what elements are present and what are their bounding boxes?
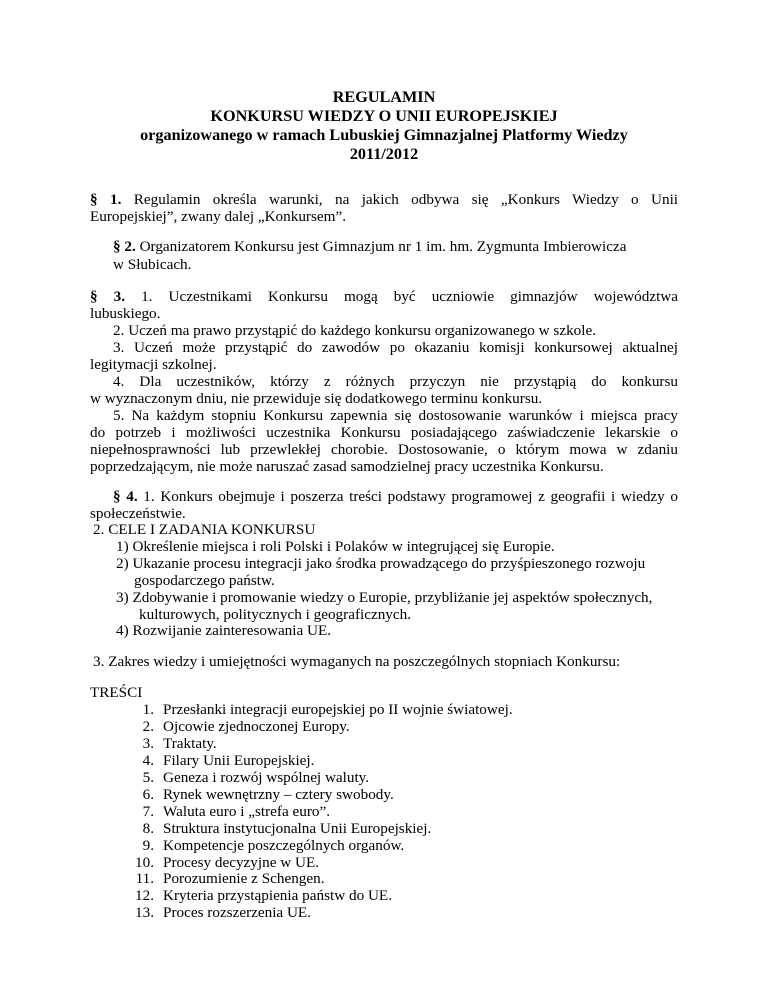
section-4-p1-text: 1. Konkurs obejmuje i poszerza treści podstawy programowej z geografii i wiedzy o (143, 488, 678, 505)
list-item-number: 13. (135, 904, 154, 921)
list-item: Traktaty. (163, 735, 217, 752)
list-item-number: 3. (142, 735, 154, 752)
list-item: Kryteria przystąpienia państw do UE. (163, 887, 393, 904)
section-3-p5-line-1: 5. Na każdym stopniu Konkursu zapewnia się dostosowanie warunków i miejsca pracy (113, 407, 678, 424)
section-3-p5-line-3: niepełnosprawności lub przewlekłej chorobie. Dostosowanie, o którym mowa w zdaniu (90, 441, 678, 458)
section-1-line-1 (90, 191, 678, 208)
list-item-number: 7. (142, 803, 154, 820)
section-4-p1-text-2: społeczeństwie. (90, 505, 186, 522)
section-3-p1-text-2: lubuskiego. (90, 305, 161, 322)
list-item-number: 4. (142, 752, 154, 769)
list-item: Waluta euro i „strefa euro”. (163, 803, 331, 820)
section-3-p4-line-2: w wyznaczonym dniu, nie przewiduje się dodatkowego terminu konkursu. (90, 390, 543, 407)
section-3-p4-line-1: 4. Dla uczestników, którzy z różnych przyczyn nie przystąpią do konkursu (113, 373, 678, 390)
list-item-number: 8. (142, 820, 154, 837)
list-item: Procesy decyzyjne w UE. (163, 854, 320, 871)
goal-2-line-1: 2) Ukazanie procesu integracji jako środka prowadzącego do przyśpieszonego rozwoju (116, 555, 646, 572)
list-item: Kompetencje poszczególnych organów. (163, 837, 405, 854)
doc-year: 2011/2012 (349, 145, 419, 163)
section-4-mark: § 4. (113, 488, 138, 505)
section-1-mark: § 1. (90, 191, 122, 208)
list-item: Ojcowie zjednoczonej Europy. (163, 718, 350, 735)
list-item: Rynek wewnętrzny – cztery swobody. (163, 786, 394, 803)
section-3-p2: 2. Uczeń ma prawo przystąpić do każdego konkursu organizowanego w szkole. (113, 322, 597, 339)
list-item-number: 6. (142, 786, 154, 803)
section-2-line-1 (113, 238, 626, 255)
goal-3-line-2: kulturowych, politycznych i geograficznych. (139, 606, 412, 623)
section-3-p5-line-2: do potrzeb i możliwości uczestnika Konkursu posiadającego zaświadczenie lekarskie o (90, 424, 678, 441)
scope-line: 3. Zakres wiedzy i umiejętności wymaganych na poszczególnych stopniach Konkursu: (93, 653, 621, 670)
list-item: Porozumienie z Schengen. (163, 870, 325, 887)
section-2-text-2: w Słubicach. (113, 256, 192, 273)
list-item-number: 5. (142, 769, 154, 786)
section-1-text-1: Regulamin określa warunki, na jakich odbywa się „Konkurs Wiedzy o Unii (133, 191, 679, 208)
list-item: Filary Unii Europejskiej. (163, 752, 315, 769)
goal-2-line-2: gospodarczego państw. (134, 572, 275, 589)
list-item: Proces rozszerzenia UE. (163, 904, 312, 921)
doc-title: REGULAMIN (332, 88, 436, 106)
section-3-p3-line-2: legitymacji szkolnej. (90, 356, 217, 373)
section-1-text-2: Europejskiej”, zwany dalej „Konkursem”. (90, 208, 346, 225)
list-item: Przesłanki integracji europejskiej po II wojnie światowej. (163, 701, 513, 718)
goals-heading: 2. CELE I ZADANIA KONKURSU (93, 521, 316, 538)
list-item-number: 10. (135, 854, 154, 871)
list-item-number: 1. (142, 701, 154, 718)
section-4-line-1 (113, 488, 678, 505)
section-2-mark: § 2. (113, 238, 136, 255)
goal-3-line-1: 3) Zdobywanie i promowanie wiedzy o Europie, przybliżanie jej aspektów społecznych, (116, 589, 653, 606)
list-item: Geneza i rozwój wspólnej waluty. (163, 769, 370, 786)
section-2-text-1: Organizatorem Konkursu jest Gimnazjum nr 1 im. hm. Zygmunta Imbierowicza (139, 238, 627, 255)
section-3-line-1 (90, 288, 678, 305)
doc-organizer-line: organizowanego w ramach Lubuskiej Gimnazjalnej Platformy Wiedzy (140, 126, 628, 144)
section-3-mark: § 3. (90, 288, 126, 305)
list-item: Struktura instytucjonalna Unii Europejskiej. (163, 820, 432, 837)
section-3-p1-text: 1. Uczestnikami Konkursu mogą być uczniowie gimnazjów województwa (141, 288, 679, 305)
section-3-p5-line-4: poprzedzającym, nie może naruszać zasad samodzielnej pracy uczestnika Konkursu. (90, 458, 604, 475)
doc-subtitle: KONKURSU WIEDZY O UNII EUROPEJSKIEJ (210, 107, 558, 125)
goal-4: 4) Rozwijanie zainteresowania UE. (116, 622, 332, 639)
list-item-number: 2. (142, 718, 154, 735)
tresci-heading: TREŚCI (90, 684, 143, 701)
list-item-number: 12. (135, 887, 154, 904)
section-3-p3-line-1: 3. Uczeń może przystąpić do zawodów po okazaniu komisji konkursowej aktualnej (113, 339, 678, 356)
list-item-number: 11. (135, 870, 154, 887)
list-item-number: 9. (142, 837, 154, 854)
goal-1: 1) Określenie miejsca i roli Polski i Polaków w integrującej się Europie. (116, 538, 555, 555)
